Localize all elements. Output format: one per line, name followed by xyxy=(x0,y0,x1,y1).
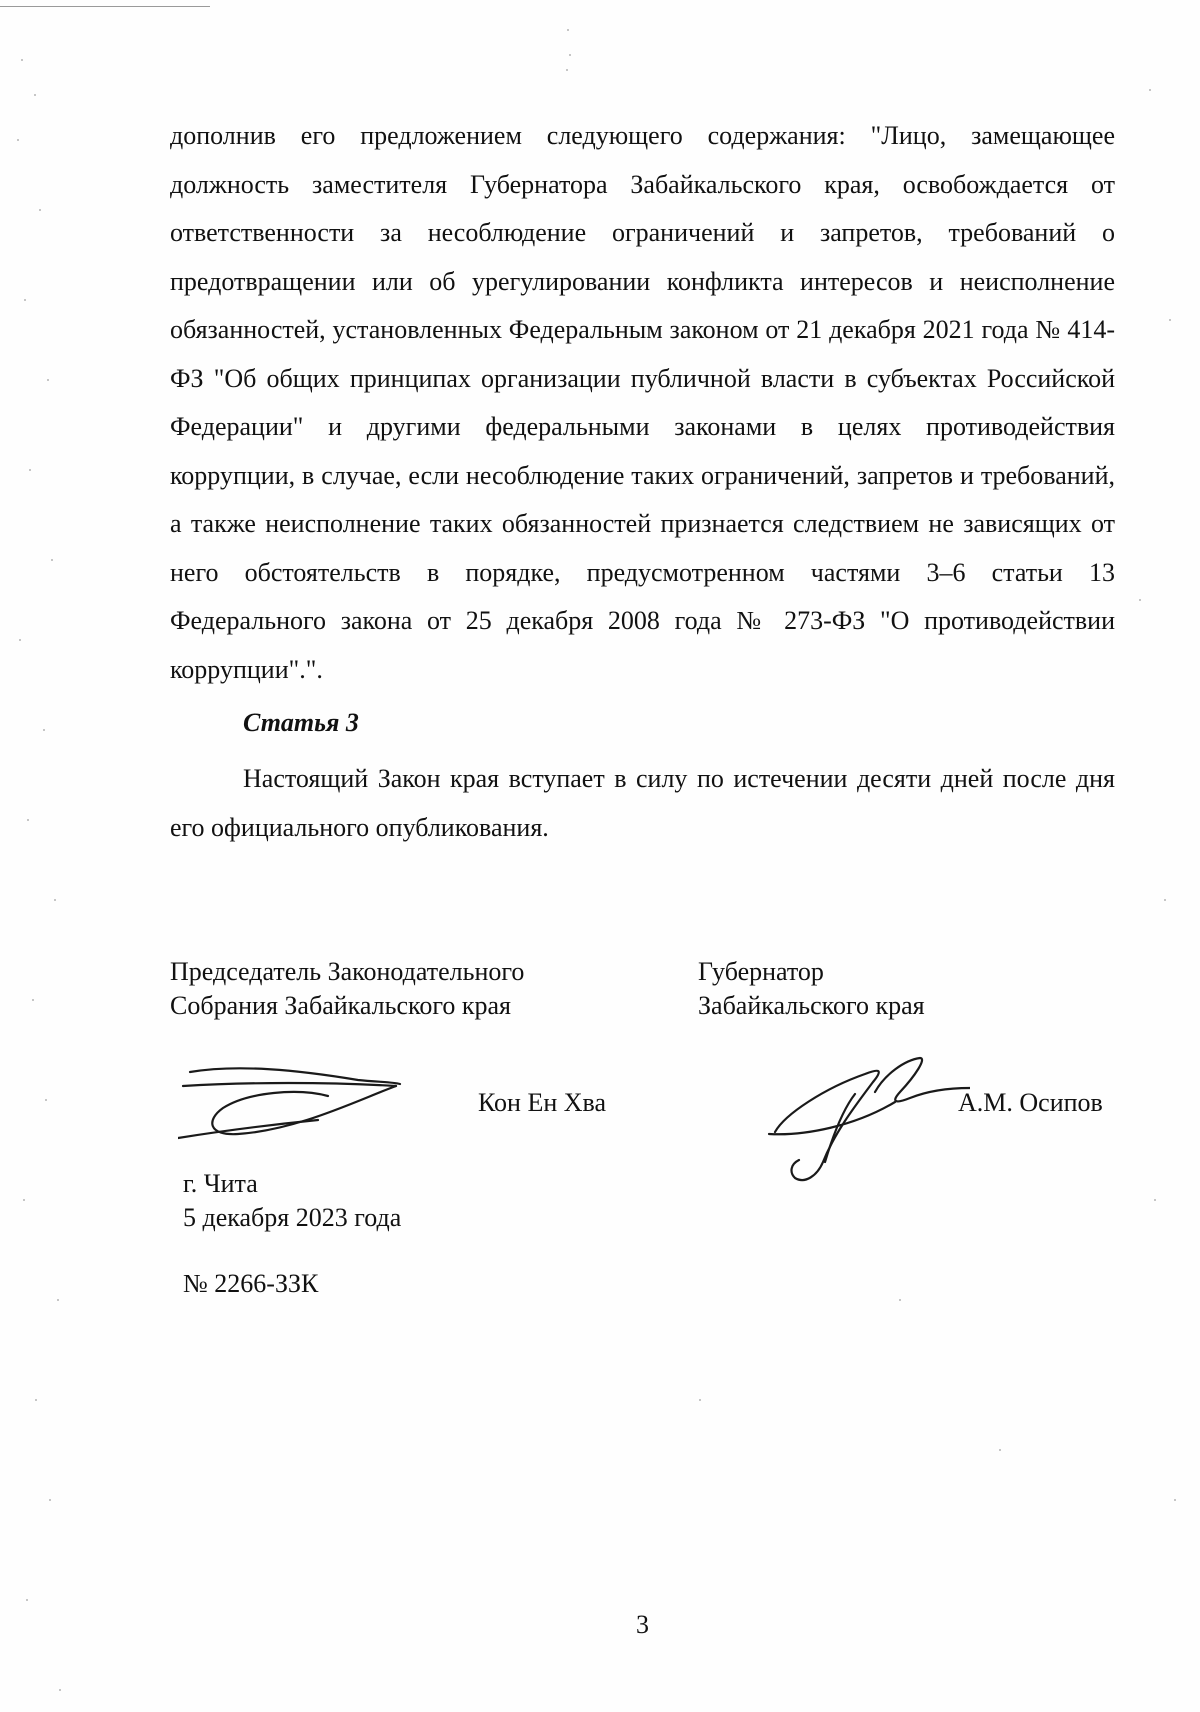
city: г. Чита xyxy=(183,1169,258,1198)
governor-title xyxy=(698,955,1018,1023)
chairman-title xyxy=(170,955,610,1023)
continuation-paragraph: дополнив его предложением следующего содержания: "Лицо, замещающее должность заместителя Губернатора Забайкальского края, освобождается от ответственности за несоблюдение ограничений и запретов, требований о предотвращении или об урегулировании конфликта интересов и неисполнение обязанностей, установленных Федеральным законом от 21 декабря 2021 года № 414-ФЗ "Об общих принципах организации публичной власти в субъектах Российской Федерации" и другими федеральными законами в целях противодействия коррупции, в случае, если несоблюдение таких ограничений, запретов и требований, а также неисполнение таких обязанностей признается следствием не зависящих от него обстоятельств в порядке, предусмотренном частями 3–6 статьи 13 Федерального закона от 25 декабря 2008 года № 273-ФЗ "О противодействии коррупции".". xyxy=(170,121,1115,684)
chairman-title-line1: Председатель Законодательного xyxy=(170,957,525,986)
place-and-date xyxy=(183,1167,401,1235)
chairman-signature xyxy=(178,1060,408,1140)
chairman-name: Кон Ен Хва xyxy=(478,1088,607,1117)
scan-edge-line xyxy=(0,6,210,7)
page-number: 3 xyxy=(636,1610,649,1639)
article-3-heading: Статья 3 xyxy=(243,708,359,737)
chairman-title-line2: Собрания Забайкальского края xyxy=(170,991,511,1020)
law-number: № 2266-ЗЗК xyxy=(183,1269,319,1298)
signing-date: 5 декабря 2023 года xyxy=(183,1203,402,1232)
article-3-text: Настоящий Закон края вступает в силу по истечении десяти дней после дня его официального опубликования. xyxy=(170,764,1115,842)
governor-title-line1: Губернатор xyxy=(698,957,824,986)
governor-signature xyxy=(765,1052,970,1187)
governor-title-line2: Забайкальского края xyxy=(698,991,925,1020)
governor-name: А.М. Осипов xyxy=(958,1088,1103,1117)
